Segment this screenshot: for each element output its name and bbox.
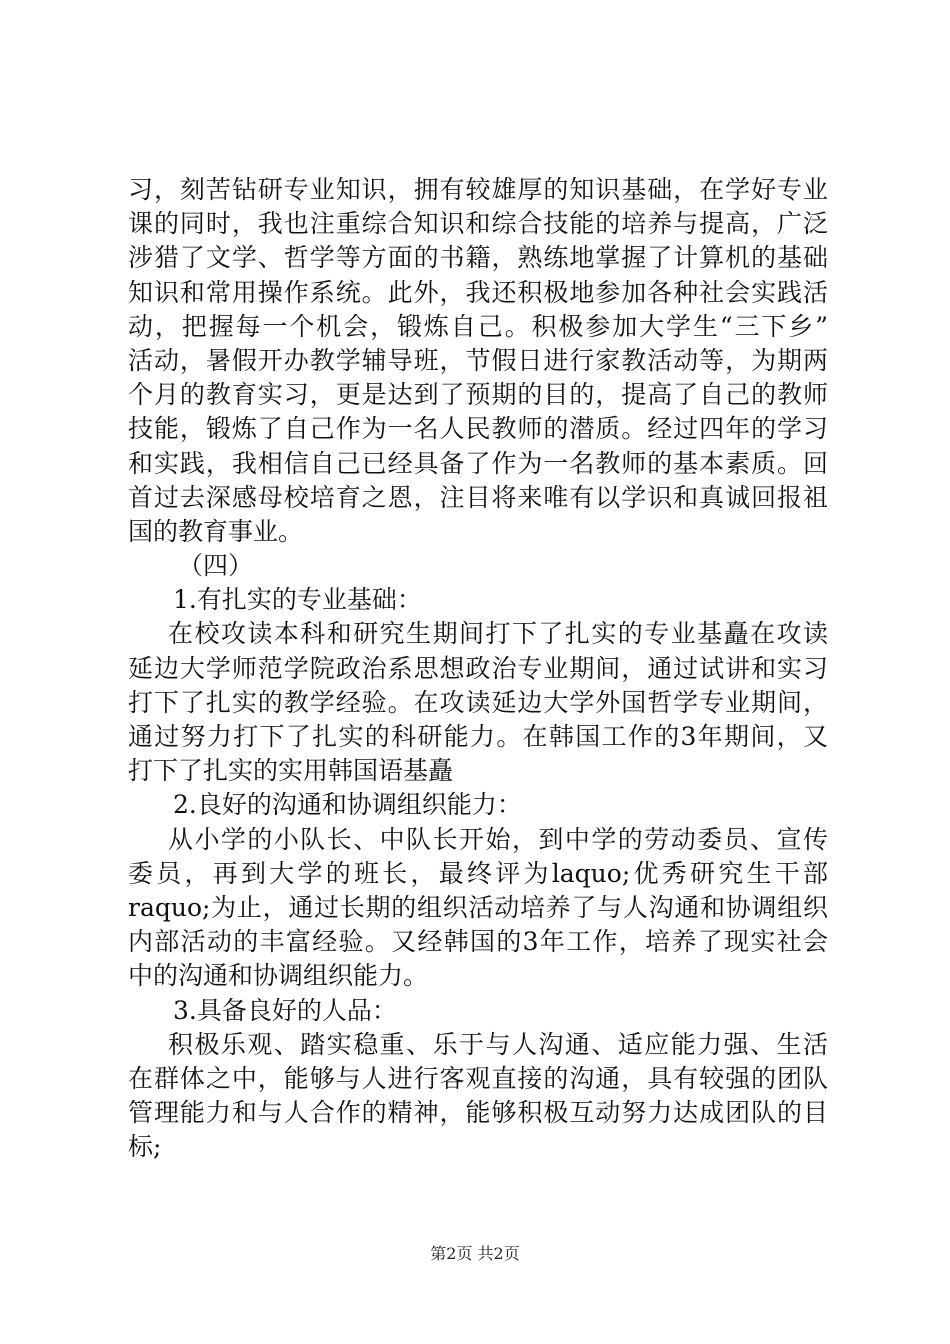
- body-text-line: 和实践，我相信自己已经具备了作为一名教师的基本素质。回: [128, 448, 828, 478]
- body-text-line: 个月的教育实习，更是达到了预期的目的，提高了自己的教师: [128, 380, 828, 410]
- body-text-line: 动，把握每一个机会，锻炼自己。积极参加大学生“三下乡”: [128, 311, 828, 341]
- body-text-line: 技能，锻炼了自己作为一名人民教师的潜质。经过四年的学习: [128, 414, 828, 444]
- body-text-line: 首过去深感母校培育之恩，注目将来唯有以学识和真诚回报祖: [128, 482, 828, 512]
- body-text-line: 委员，再到大学的班长，最终评为laquo;优秀研究生干部: [128, 858, 828, 888]
- body-text-line: 管理能力和与人合作的精神，能够积极互动努力达成团队的目: [128, 1098, 828, 1128]
- body-text-line: 标;: [128, 1132, 162, 1162]
- body-text-line: 中的沟通和协调组织能力。: [128, 961, 429, 991]
- body-text-line: 打下了扎实的实用韩国语基矗: [128, 756, 454, 786]
- body-text-line: 打下了扎实的教学经验。在攻读延边大学外国哲学专业期间，: [128, 687, 828, 717]
- body-text-line: 活动，暑假开办教学辅导班，节假日进行家教活动等，为期两: [128, 345, 828, 375]
- body-text-line: 在校攻读本科和研究生期间打下了扎实的专业基矗在攻读: [168, 619, 828, 649]
- body-text-line: 1.有扎实的专业基础：: [173, 585, 422, 615]
- body-text-line: 通过努力打下了扎实的科研能力。在韩国工作的3年期间，又: [128, 722, 828, 751]
- body-text-line: （四）: [178, 551, 254, 581]
- body-text-line: 课的同时，我也注重综合知识和综合技能的培养与提高，广泛: [128, 209, 828, 239]
- body-text-line: raquo;为止，通过长期的组织活动培养了与人沟通和协调组织: [128, 892, 828, 922]
- body-text-line: 2.良好的沟通和协调组织能力：: [173, 790, 522, 820]
- body-text-line: 习，刻苦钻研专业知识，拥有较雄厚的知识基础，在学好专业: [128, 175, 828, 204]
- body-text-line: 积极乐观、踏实稳重、乐于与人沟通、适应能力强、生活: [168, 1029, 828, 1059]
- body-text-line: 知识和常用操作系统。此外，我还积极地参加各种社会实践活: [128, 277, 828, 307]
- document-body: [128, 173, 828, 1164]
- page-footer: 第2页 共2页: [430, 1244, 520, 1263]
- body-text-line: 从小学的小队长、中队长开始，到中学的劳动委员、宣传: [168, 824, 828, 854]
- body-text-line: 涉猎了文学、哲学等方面的书籍，熟练地掌握了计算机的基础: [128, 243, 828, 273]
- body-text-line: 延边大学师范学院政治系思想政治专业期间，通过试讲和实习: [128, 653, 828, 683]
- body-text-line: 内部活动的丰富经验。又经韩国的3年工作，培养了现实社会: [128, 927, 828, 957]
- body-text-line: 在群体之中，能够与人进行客观直接的沟通，具有较强的团队: [128, 1063, 828, 1093]
- body-text-line: 3.具备良好的人品：: [173, 995, 397, 1025]
- body-text-line: 国的教育事业。: [128, 516, 304, 546]
